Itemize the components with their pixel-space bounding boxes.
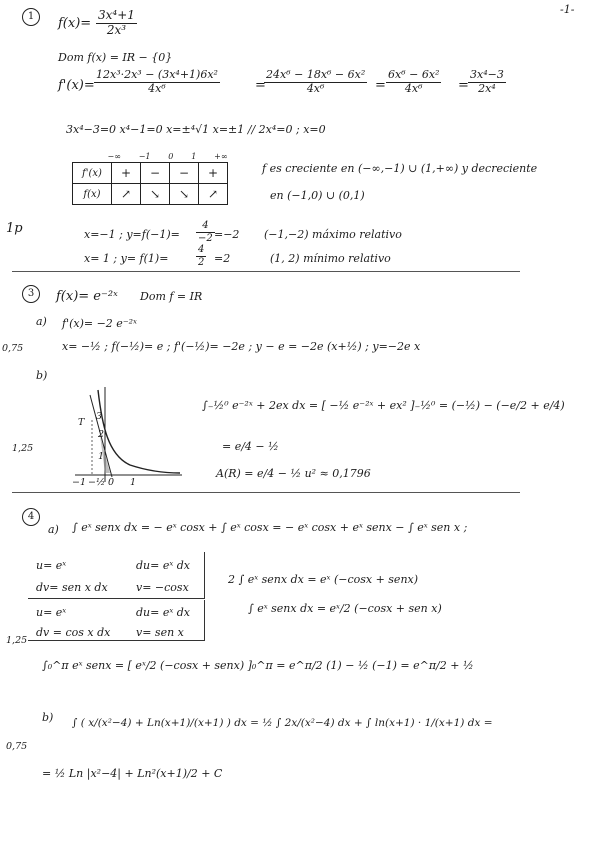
p1-d1-num: 12x³·2x³ − (3x⁴+1)6x² xyxy=(96,68,218,81)
score-p4b: 0,75 xyxy=(6,741,28,752)
p3-part-a-label: a) xyxy=(36,315,47,328)
row-label-fprime: f'(x) xyxy=(73,163,112,184)
p1-d4-num: 3x⁴−3 xyxy=(470,68,504,81)
p3-area-result: A(R) = e/4 − ½ u² ≈ 0,1796 xyxy=(216,467,371,480)
p4-integral-b: ∫ ( x/(x²−4) + Ln(x+1)/(x+1) ) dx = ½ ∫ 2x/(x²−4) dx + ∫ ln(x+1) · 1/(x+1) dx = xyxy=(72,717,493,729)
parts-du2: du= eˣ dx xyxy=(136,606,190,619)
p1-derivative-label: f'(x)= xyxy=(58,78,95,93)
ex1-den: −2 xyxy=(198,232,213,244)
graph-label-3: 3 xyxy=(96,411,103,422)
p3-part-b-label: b) xyxy=(36,369,48,382)
p1-extremum-2-fraction xyxy=(196,244,206,268)
exam-page: -1- 1 f(x)= $\frac{\text{3x⁴+1}}{\text{2x³}}$ Dom f(x) = IR − {0} f'(x)= $\frac{\text{12x³·2x³ − (3x⁴+1)6x²}}{\text{4x⁶}}$ = $\frac{\text{24x⁶ − 18x⁶ − 6x²}}{\text{4x⁶}}$ = $\frac{\text{6x⁶ − 6x²}}{\text{4x⁶}}$ = $\frac{\text{3x⁴−3}}{\text{2x⁴}}$ 3x⁴−3=0 x⁴−1=0 x=±⁴√1 x=±1 // 2x⁴=0 ; x=0 −∞ −1 0 1 +∞ f'(x) + − − + f(x) ↗ ↘ ↘ ↗ f es creciente en (−∞,−1) ∪ (1,+∞) y decreciente en (−1,0) ∪ (0,1) 1p x=−1 ; y=f(−1)= $\frac{4}{-2}$ =−2 (−1,−2) máximo relativo x= 1 ; y= f(1)= $\frac{4}{2}$ =2 (1, 2) mínimo relativo 3 f(x)= e⁻²ˣ Dom f = IR a) f'(x)= −2 e⁻²ˣ 0,75 x= −½ ; f(−½)= e ; f'(−½)= −2e ; y − e = −2e (x+½) ; y=−2e x b) 1,25 T 3 2 1 −1 −½ 0 1 ∫₋½⁰ e⁻²ˣ + 2ex dx = [ −½ e⁻²ˣ + ex² ]₋½⁰ = (−½) − (−e/2 + e/4) = e/4 − ½ A(R) = e/4 − ½ u² ≈ 0,1796 4 a) ∫ eˣ senx dx = − eˣ cosx + ∫ eˣ cosx = − eˣ cosx + eˣ senx − ∫ eˣ sen x ; u= eˣ du= eˣ dx dv= sen x dx v= −cosx u= eˣ du= eˣ dx dv = cos x dx v= sen x 2 ∫ eˣ senx dx = eˣ (−cosx + senx) ∫ eˣ senx dx = eˣ/2 (−cosx + sen x) 1,25 ∫₀^π eˣ senx = [ eˣ/2 (−cosx + senx) ]₀^π = e^π/2 (1) − ½ (−1) = e^π/2 + ½ b) ∫ ( x/(x²−4) + Ln(x+1)/(x+1) ) dx = ½ ∫ 2x/(x²−4) dx + ∫ ln(x+1) · 1/(x+1) dx = 0,75 = ½ Ln |x²−4| + Ln²(x+1)/2 + C xyxy=(2,3,575,780)
p1-function-label: f(x)= xyxy=(58,16,92,31)
p1-d3-den: 4x⁶ xyxy=(404,81,423,95)
sign-table-row-function xyxy=(73,184,228,205)
parts-dv2: dv = cos x dx xyxy=(36,626,111,639)
p4-result-step1: 2 ∫ eˣ senx dx = eˣ (−cosx + senx) xyxy=(228,573,419,586)
sign-table-header-label: −∞ xyxy=(107,151,121,161)
row-label-f: f(x) xyxy=(73,184,112,205)
parts-du1: du= eˣ dx xyxy=(136,559,190,572)
p1-derivative-result xyxy=(468,69,506,95)
p1-monotonicity-line1: f es creciente en (−∞,−1) ∪ (1,+∞) y decreciente xyxy=(262,162,538,175)
p1-maximum-note: (−1,−2) máximo relativo xyxy=(264,228,402,241)
trend-arrow-icon: ↗ xyxy=(199,184,228,205)
axis-label-1: 1 xyxy=(130,477,137,488)
p4-definite-integral: ∫₀^π eˣ senx = [ eˣ/2 (−cosx + senx) ]₀^π = e^π/2 (1) − ½ (−1) = e^π/2 + ½ xyxy=(42,659,474,672)
parts-u1: u= eˣ xyxy=(36,559,67,572)
p1-function-fraction xyxy=(96,9,137,38)
p4-result-step2: ∫ eˣ senx dx = eˣ/2 (−cosx + sen x) xyxy=(248,602,442,615)
p1-domain: Dom f(x) = IR − {0} xyxy=(58,51,173,64)
ex2-den: 2 xyxy=(198,256,205,268)
p1-derivative-step2 xyxy=(264,69,367,95)
section-divider xyxy=(12,492,520,493)
p1-derivative-step1 xyxy=(94,69,220,95)
score-p3a: 0,75 xyxy=(2,343,24,354)
p1-d2-num: 24x⁶ − 18x⁶ − 6x² xyxy=(266,68,366,81)
p1-critical-points: 3x⁴−3=0 x⁴−1=0 x=±⁴√1 x=±1 // 2x⁴=0 ; x=0 xyxy=(66,123,326,136)
sign-cell: + xyxy=(112,163,141,184)
p1-d2-den: 4x⁶ xyxy=(306,81,325,95)
score-p3b: 1,25 xyxy=(12,443,34,454)
sign-table xyxy=(72,150,228,205)
problem-number-4: 4 xyxy=(22,508,40,526)
ex1-result: =−2 xyxy=(214,228,240,241)
ex2-result: =2 xyxy=(214,252,231,265)
p1-func-denominator: 2x³ xyxy=(106,22,127,37)
sign-table-header xyxy=(108,152,228,161)
p3-domain: Dom f = IR xyxy=(140,290,203,303)
p4-integration-by-parts: ∫ eˣ senx dx = − eˣ cosx + ∫ eˣ cosx = − eˣ cosx + eˣ senx − ∫ eˣ sen x ; xyxy=(72,521,468,534)
sign-table-header-label: 1 xyxy=(191,151,197,161)
sign-table-row-derivative xyxy=(73,163,228,184)
trend-arrow-icon: ↘ xyxy=(141,184,170,205)
trend-arrow-icon: ↘ xyxy=(170,184,199,205)
graph-label-tangent: T xyxy=(78,417,85,428)
problem-number-3: 3 xyxy=(22,285,40,303)
problem-number-1: 1 xyxy=(22,8,40,26)
p1-derivative-step3 xyxy=(386,69,441,95)
sign-cell: − xyxy=(170,163,199,184)
p1-monotonicity-line2: en (−1,0) ∪ (0,1) xyxy=(270,189,365,202)
p3-definite-integral: ∫₋½⁰ e⁻²ˣ + 2ex dx = [ −½ e⁻²ˣ + ex² ]₋½⁰ = (−½) − (−e/2 + e/4) xyxy=(202,399,565,412)
sign-table-header-label: −1 xyxy=(138,151,151,161)
p3-derivative: f'(x)= −2 e⁻²ˣ xyxy=(62,317,137,330)
axis-label-0: 0 xyxy=(108,477,115,488)
p1-extremum-1: x=−1 ; y=f(−1)= xyxy=(84,228,180,241)
sign-cell: + xyxy=(199,163,228,184)
p4-part-b-label: b) xyxy=(42,711,54,724)
p1-func-numerator: 3x⁴+1 xyxy=(98,8,135,22)
p3-function: f(x)= e⁻²ˣ xyxy=(56,289,118,304)
parts-dv1: dv= sen x dx xyxy=(36,581,108,594)
trend-arrow-icon: ↗ xyxy=(112,184,141,205)
p1-d1-den: 4x⁶ xyxy=(148,81,166,95)
ex2-num: 4 xyxy=(198,244,205,255)
p4-result-b: = ½ Ln |x²−4| + Ln²(x+1)/2 + C xyxy=(42,767,223,780)
parts-v1: v= −cosx xyxy=(136,581,189,594)
score-p4a: 1,25 xyxy=(6,635,28,646)
ex1-num: 4 xyxy=(196,220,215,233)
page-number: -1- xyxy=(560,3,575,16)
p1-extremum-2: x= 1 ; y= f(1)= xyxy=(84,252,169,265)
p3-integral-result: = e/4 − ½ xyxy=(222,440,279,453)
margin-score-1: 1p xyxy=(6,221,23,236)
p3-graph xyxy=(70,385,185,485)
graph-label-1: 1 xyxy=(98,451,105,462)
p4-part-a-label: a) xyxy=(48,523,59,536)
section-divider xyxy=(12,271,520,272)
axis-label-minus-1: −1 xyxy=(72,477,87,488)
p3-tangent-line: x= −½ ; f(−½)= e ; f'(−½)= −2e ; y − e = −2e (x+½) ; y=−2e x xyxy=(62,340,421,353)
sign-table-header-label: +∞ xyxy=(214,151,228,161)
sign-cell: − xyxy=(141,163,170,184)
p1-extremum-1-fraction xyxy=(196,220,215,244)
parts-v2: v= sen x xyxy=(136,626,184,639)
p1-d4-den: 2x⁴ xyxy=(478,81,496,95)
axis-label-minus-half: −½ xyxy=(88,477,106,488)
p1-d3-num: 6x⁶ − 6x² xyxy=(388,68,440,81)
sign-table-header-label: 0 xyxy=(168,151,174,161)
p1-minimum-note: (1, 2) mínimo relativo xyxy=(270,252,391,265)
graph-label-2: 2 xyxy=(98,429,105,440)
parts-u2: u= eˣ xyxy=(36,606,67,619)
